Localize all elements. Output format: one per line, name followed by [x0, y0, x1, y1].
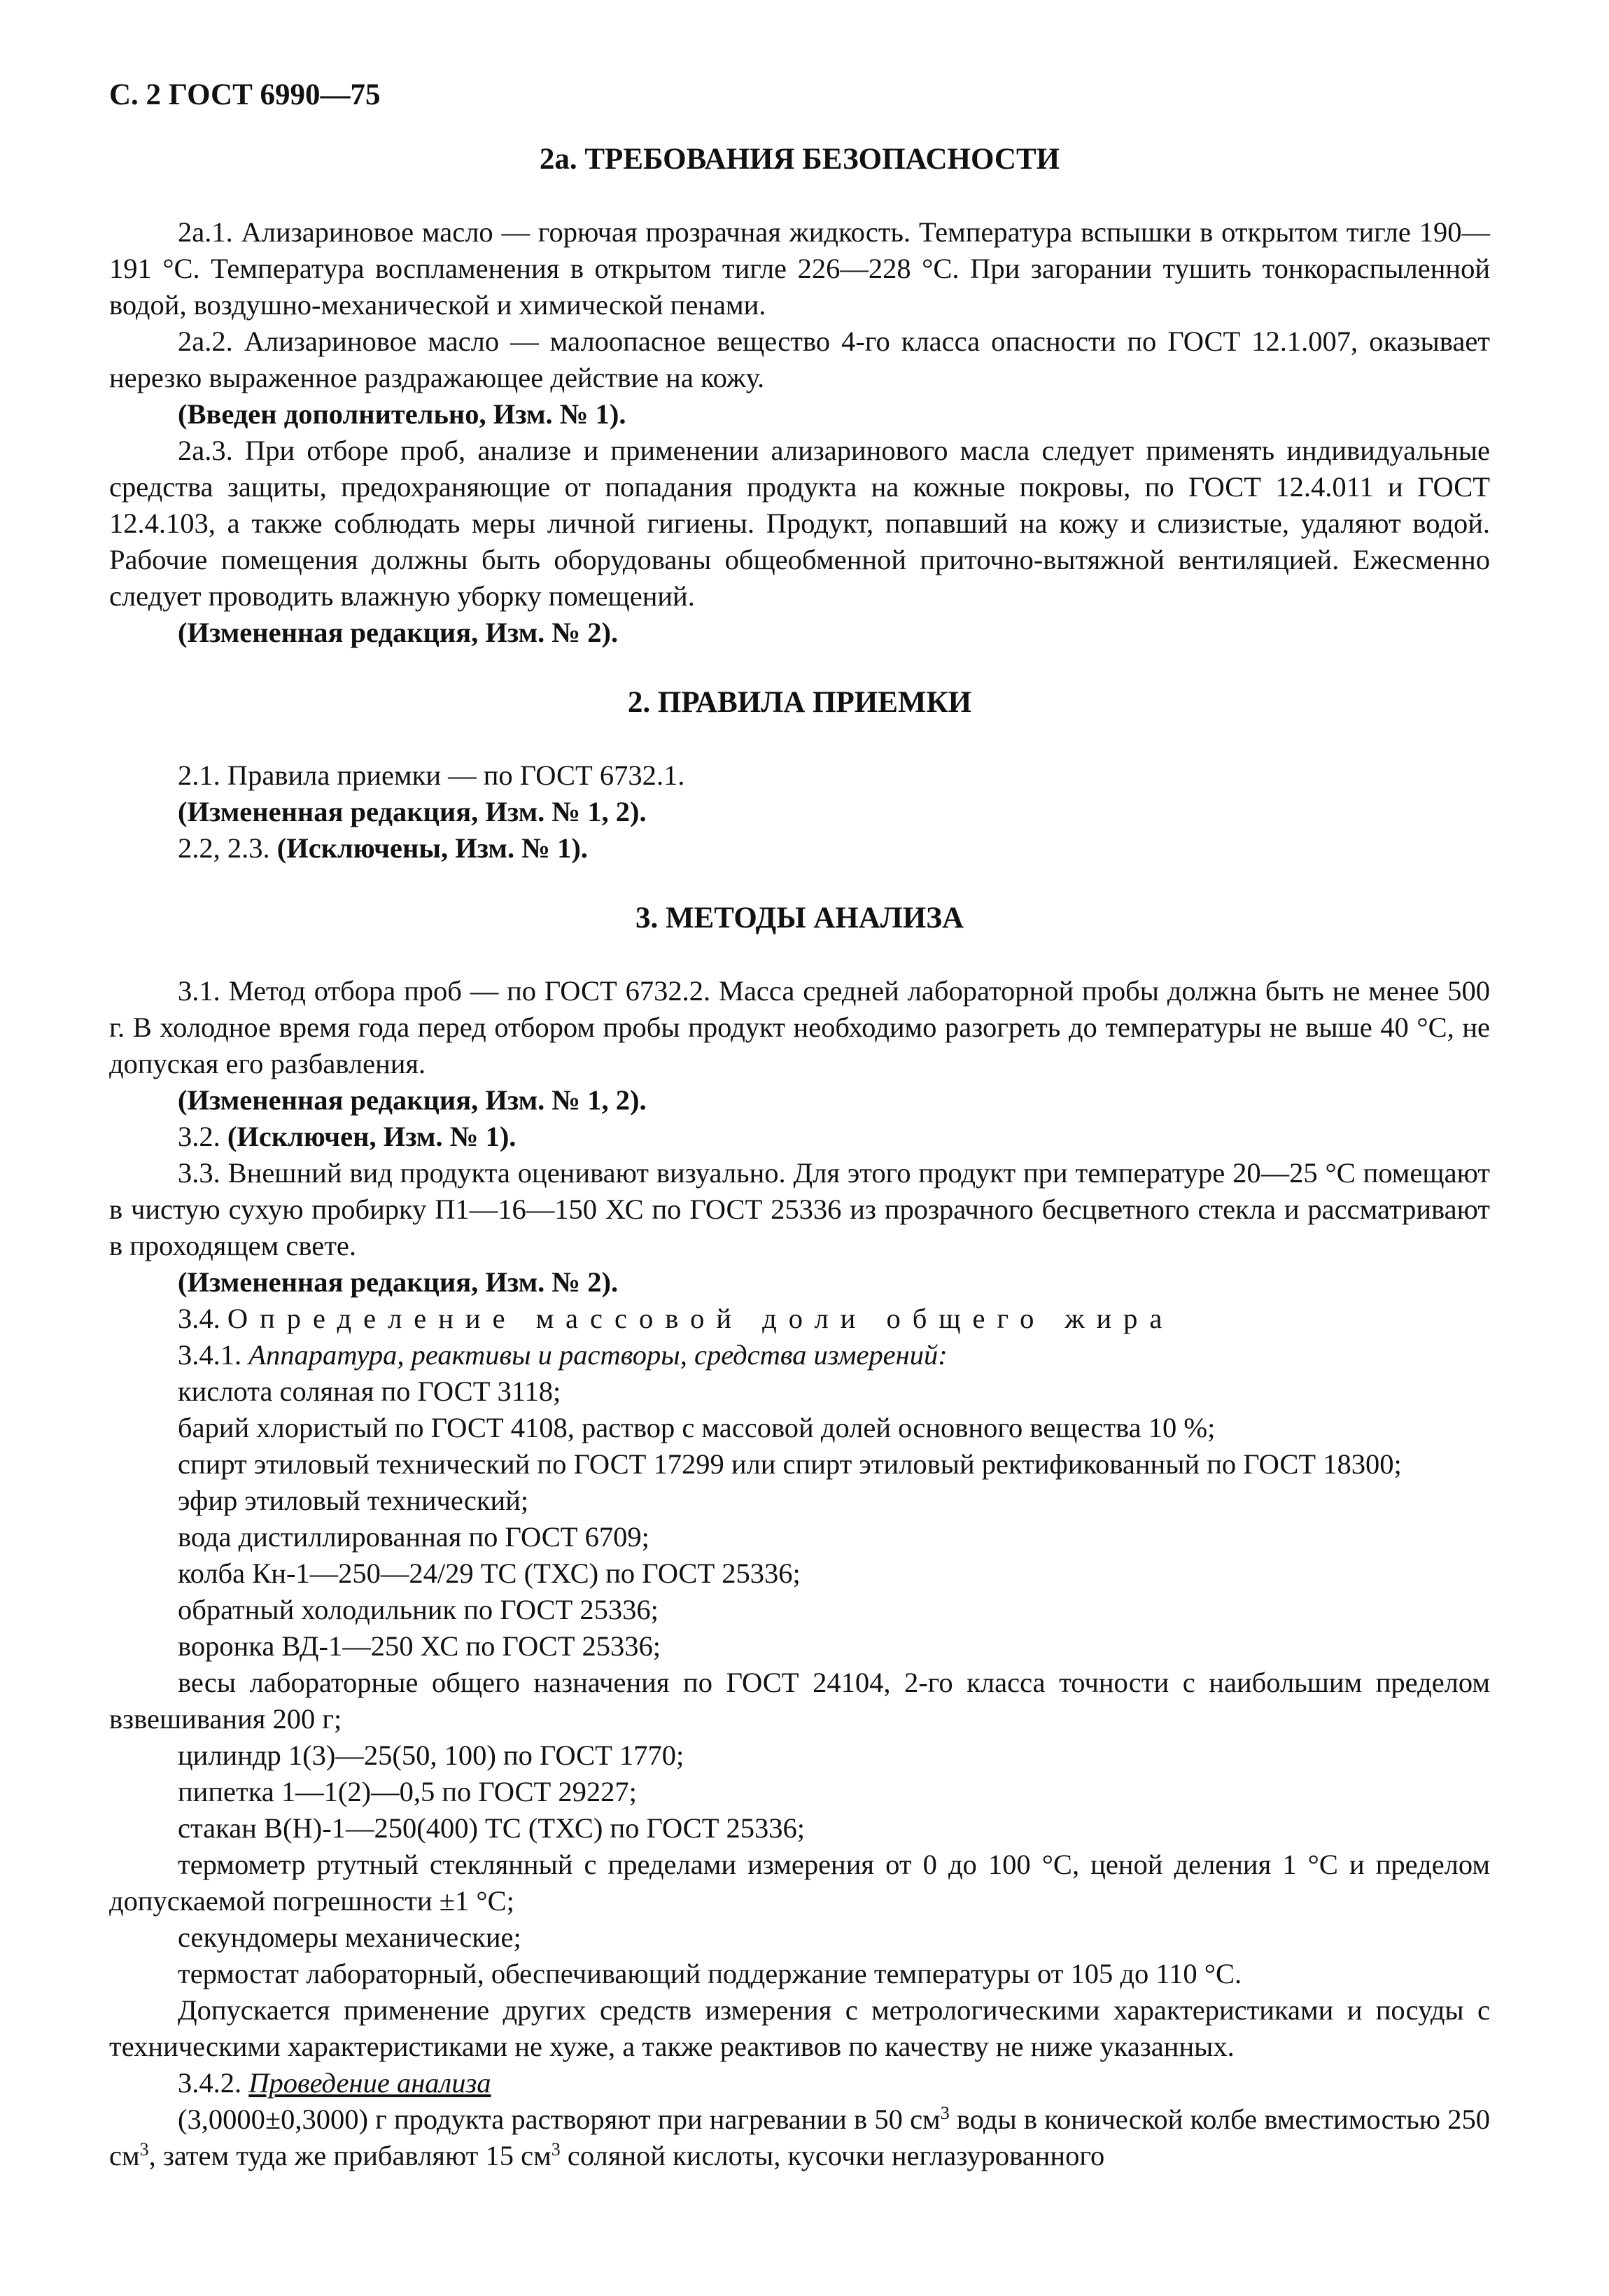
subsection-title: Аппаратура, реактивы и растворы, средства измерений:: [248, 1339, 948, 1371]
subsection-title: Проведение анализа: [248, 2067, 491, 2099]
list-item: термостат лабораторный, обеспечивающий поддержание температуры от 105 до 110 °С.: [178, 1958, 1242, 1989]
list-item: цилиндр 1(3)—25(50, 100) по ГОСТ 1770;: [178, 1740, 684, 1771]
list-item: эфир этиловый технический;: [178, 1485, 529, 1516]
paragraph-3-4-1: [109, 1337, 1490, 1373]
list-item: термометр ртутный стеклянный с пределами измерения от 0 до 100 °С, ценой деления 1 °С и пределом допускаемой погрешности ±1 °С;: [109, 1849, 1490, 1917]
section-3-title: 3. МЕТОДЫ АНАЛИЗА: [635, 902, 964, 934]
subsection-title: Определение массовой доли общего жира: [227, 1303, 1174, 1334]
amendment-note: (Измененная редакция, Изм. № 2).: [178, 617, 619, 648]
list-item: обратный холодильник по ГОСТ 25336;: [178, 1594, 659, 1625]
amendment-note: (Исключены, Изм. № 1).: [276, 832, 588, 864]
superscript: 3: [139, 2139, 149, 2160]
paragraph-3-4: [109, 1301, 1490, 1337]
amendment-note: (Измененная редакция, Изм. № 1, 2).: [178, 796, 647, 827]
list-item: Допускается применение других средств измерения с метрологическими характеристиками и посуды с техническими характеристиками не хуже, а также реактивов по качеству не ниже указанных.: [109, 1994, 1490, 2062]
page-header: С. 2 ГОСТ 6990—75: [109, 78, 381, 111]
text-run: соляной кислоты, кусочки неглазурованного: [560, 2140, 1105, 2171]
section-2a-title: 2а. ТРЕБОВАНИЯ БЕЗОПАСНОСТИ: [539, 143, 1060, 176]
amendment-note: (Измененная редакция, Изм. № 2).: [178, 1266, 619, 1298]
amendment-note: (Измененная редакция, Изм. № 1, 2).: [178, 1084, 647, 1116]
paragraph-3-1: 3.1. Метод отбора проб — по ГОСТ 6732.2. Масса средней лабораторной пробы должна быть не менее 500 г. В холодное время года перед отбором пробы продукт необходимо разогреть до температуры не выше 40 °С, не допуская его разбавления.: [109, 975, 1490, 1079]
paragraph-number: 3.4.: [178, 1303, 227, 1334]
text-run: воды в конической колбе вместимостью 250 см: [109, 2104, 1490, 2171]
paragraph-2a-1: 2а.1. Ализариновое масло — горючая прозрачная жидкость. Температура вспышки в открытом тигле 190—191 °С. Температура воспламенения в открытом тигле 226—228 °С. При загорании тушить тонкораспыленной водой, воздушно-механической и химической пенами.: [109, 216, 1490, 321]
paragraph-number: 2.2, 2.3.: [178, 832, 277, 864]
list-item: стакан В(Н)-1—250(400) ТС (ТХС) по ГОСТ 25336;: [178, 1812, 806, 1844]
amendment-note: (Исключен, Изм. № 1).: [227, 1121, 517, 1152]
list-item: воронка ВД-1—250 ХС по ГОСТ 25336;: [178, 1630, 661, 1662]
list-item: секундомеры механические;: [178, 1921, 521, 1953]
superscript: 3: [551, 2139, 561, 2160]
paragraph-number: 3.4.2.: [178, 2067, 249, 2099]
list-item: барий хлористый по ГОСТ 4108, раствор с массовой долей основного вещества 10 %;: [178, 1412, 1216, 1443]
paragraph-analysis: [109, 2101, 1490, 2174]
list-item: вода дистиллированная по ГОСТ 6709;: [178, 1521, 649, 1553]
amendment-note: (Введен дополнительно, Изм. № 1).: [178, 398, 626, 430]
superscript: 3: [940, 2103, 950, 2123]
paragraph-3-3: 3.3. Внешний вид продукта оценивают визуально. Для этого продукт при температуре 20—25 °С помещают в чистую сухую пробирку П1—16—150 ХС по ГОСТ 25336 из прозрачного бесцветного стекла и рассматривают в проходящем свете.: [109, 1157, 1490, 1261]
list-item: спирт этиловый технический по ГОСТ 17299 или спирт этиловый ректификованный по ГОСТ 18300;: [178, 1448, 1402, 1480]
paragraph-2-1: 2.1. Правила приемки — по ГОСТ 6732.1.: [178, 760, 685, 791]
list-item: колба Кн-1—250—24/29 ТС (ТХС) по ГОСТ 25336;: [178, 1558, 801, 1589]
paragraph-2a-2: 2а.2. Ализариновое масло — малоопасное вещество 4-го класса опасности по ГОСТ 12.1.007, оказывает нерезко выраженное раздражающее действие на кожу.: [109, 326, 1490, 393]
list-item: весы лабораторные общего назначения по ГОСТ 24104, 2-го класса точности с наибольшим пределом взвешивания 200 г;: [109, 1667, 1490, 1735]
text-run: (3,0000±0,3000) г продукта растворяют при нагревании в 50 см: [178, 2104, 941, 2135]
paragraph-3-4-2: [109, 2065, 1490, 2101]
paragraph-3-2: [109, 1119, 1490, 1155]
list-item: пипетка 1—1(2)—0,5 по ГОСТ 29227;: [178, 1776, 637, 1807]
text-run: , затем туда же прибавляют 15 см: [148, 2140, 551, 2171]
section-2-title: 2. ПРАВИЛА ПРИЕМКИ: [627, 686, 972, 719]
paragraph-number: 3.2.: [178, 1121, 227, 1152]
list-item: кислота соляная по ГОСТ 3118;: [178, 1376, 561, 1407]
paragraph-2-2: [109, 830, 1490, 867]
paragraph-number: 3.4.1.: [178, 1339, 249, 1371]
paragraph-2a-3: 2а.3. При отборе проб, анализе и применении ализаринового масла следует применять индивидуальные средства защиты, предохраняющие от попадания продукта на кожные покровы, по ГОСТ 12.4.011 и ГОСТ 12.4.103, а также соблюдать меры личной гигиены. Продукт, попавший на кожу и слизистые, удаляют водой. Рабочие помещения должны быть оборудованы общеобменной приточно-вытяжной вентиляцией. Ежесменно следует проводить влажную уборку помещений.: [109, 435, 1490, 612]
